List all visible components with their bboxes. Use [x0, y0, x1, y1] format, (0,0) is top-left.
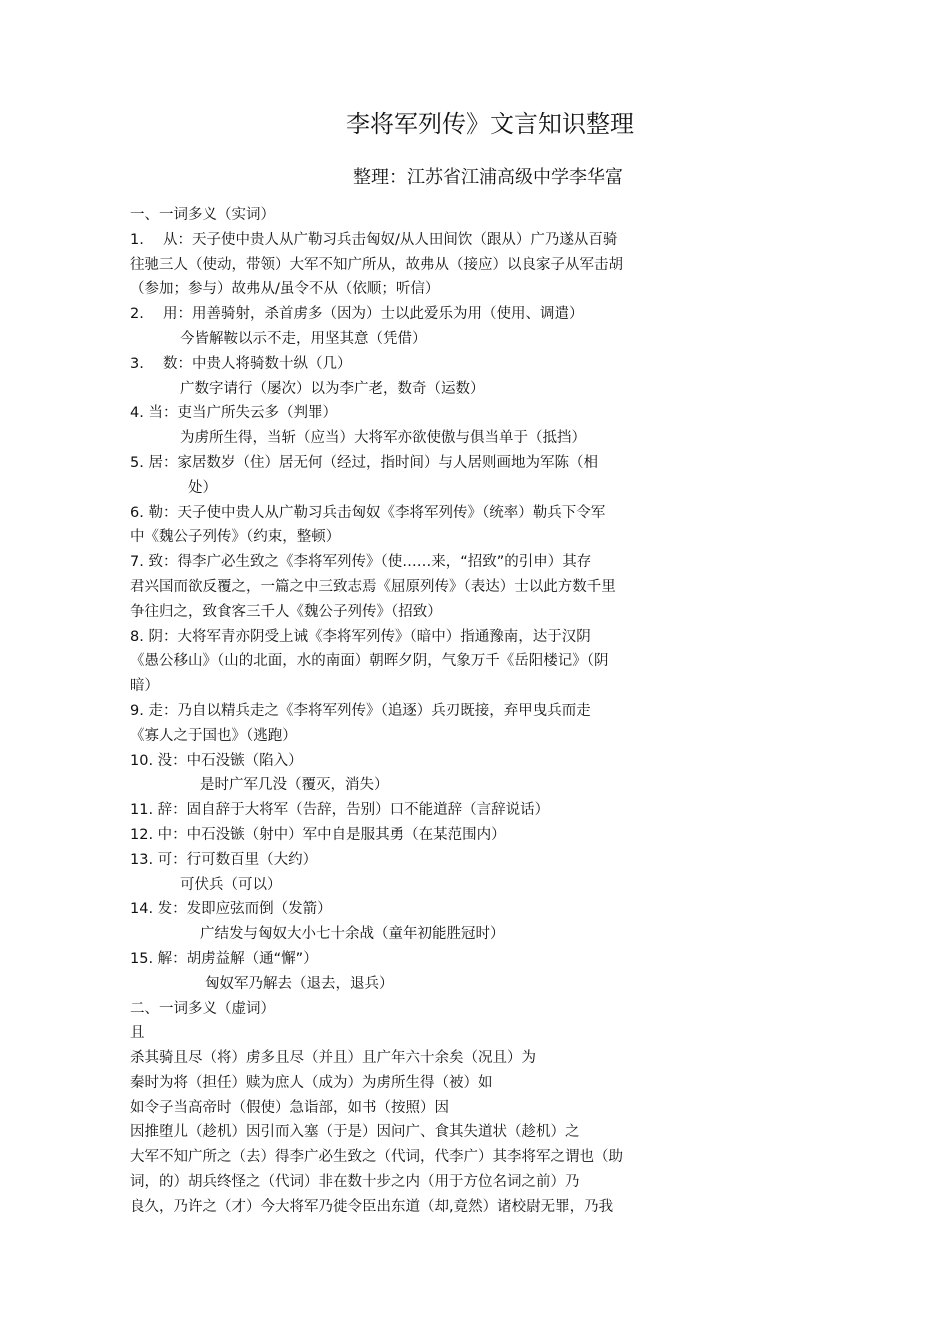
- document-subtitle: 整理：江苏省江浦高级中学李华富: [353, 167, 623, 188]
- text-line: 暗）: [130, 678, 159, 695]
- text-line: 可伏兵（可以）: [180, 876, 282, 893]
- text-line: 处）: [188, 479, 217, 496]
- text-line: 广结发与匈奴大小七十余战（童年初能胜冠时）: [200, 926, 505, 943]
- text-line: 争往归之，致食客三千人《魏公子列传》（招致）: [130, 603, 442, 620]
- text-line: 往驰三人（使动，带领）大军不知广所从，故弗从（接应）以良家子从军击胡: [130, 256, 623, 273]
- text-line: 广数字请行（屡次）以为李广老，数奇（运数）: [180, 380, 485, 397]
- text-line: 为虏所生得，当斩（应当）大将军亦欲使傲与俱当单于（抵挡）: [180, 430, 586, 447]
- text-line: 良久，乃许之（才）今大将军乃徙令臣出东道（却,竟然）诸校尉无罪，乃我: [130, 1198, 614, 1215]
- text-line: 11. 辞：固自辞于大将军（告辞，告别）口不能道辞（言辞说话）: [130, 802, 550, 819]
- text-line: 5. 居：家居数岁（住）居无何（经过，指时间）与人居则画地为军陈（相: [130, 454, 598, 471]
- text-line: 秦时为将（担任）赎为庶人（成为）为虏所生得（被）如: [130, 1074, 493, 1091]
- text-line: 杀其骑且尽（将）虏多且尽（并且）且广年六十余矣（况且）为: [130, 1050, 536, 1067]
- text-line: 因推堕儿（趁机）因引而入塞（于是）因问广、食其失道状（趁机）之: [130, 1124, 580, 1141]
- text-line: 14. 发：发即应弦而倒（发箭）: [130, 901, 332, 918]
- text-line: 6. 勒：天子使中贵人从广勒习兵击匈奴《李将军列传》（统率）勒兵下令军: [130, 504, 606, 521]
- text-line: 10. 没：中石没镞（陷入）: [130, 752, 303, 769]
- section-heading: 一、一词多义（实词）: [130, 207, 275, 223]
- text-line: 且: [130, 1025, 145, 1042]
- text-line: 3. 数：中贵人将骑数十纵（几）: [130, 355, 352, 372]
- text-line: 12. 中：中石没镞（射中）军中自是服其勇（在某范围内）: [130, 826, 506, 843]
- text-line: 匈奴军乃解去（退去，退兵）: [205, 975, 394, 992]
- text-line: 今皆解鞍以示不走，用坚其意（凭借）: [180, 330, 427, 347]
- text-line: 《寡人之于国也》（逃跑）: [130, 727, 297, 744]
- text-line: 15. 解：胡虏益解（通“懈”）: [130, 950, 318, 967]
- text-line: 君兴国而欲反覆之，一篇之中三致志焉《屈原列传》（表达）士以此方数千里: [130, 578, 616, 595]
- text-line: 9. 走：乃自以精兵走之《李将军列传》（追逐）兵刃既接，弃甲曳兵而走: [130, 702, 591, 719]
- text-line: 是时广军几没（覆灭，消失）: [200, 777, 389, 794]
- text-line: 《愚公移山》（山的北面，水的南面）朝晖夕阴，气象万千《岳阳楼记》（阴: [130, 653, 609, 670]
- text-line: 4. 当：吏当广所失云多（判罪）: [130, 405, 337, 422]
- text-line: 中《魏公子列传》（约束，整顿）: [130, 529, 341, 546]
- text-line: 如令子当高帝时（假使）急诣部，如书（按照）因: [130, 1099, 449, 1116]
- text-line: 1. 从：天子使中贵人从广勒习兵击匈奴/从人田间饮（跟从）广乃遂从百骑: [130, 231, 618, 248]
- text-line: 大军不知广所之（去）得李广必生致之（代词，代李广）其李将军之谓也（助: [130, 1149, 623, 1166]
- text-line: 词，的）胡兵终怪之（代词）非在数十步之内（用于方位名词之前）乃: [130, 1174, 580, 1191]
- section-heading: 二、一词多义（虚词）: [130, 1000, 275, 1017]
- document-body: [130, 203, 680, 1220]
- text-line: （参加；参与）故弗从/虽令不从（依顺；听信）: [130, 281, 440, 298]
- text-line: 13. 可：行可数百里（大约）: [130, 851, 318, 868]
- text-line: 8. 阴：大将军青亦阴受上诫《李将军列传》（暗中）指通豫南，达于汉阴: [130, 628, 591, 645]
- document-title: 李将军列传》文言知识整理: [346, 110, 634, 138]
- text-line: 7. 致：得李广必生致之《李将军列传》（使……来，“招致”的引申）其存: [130, 554, 592, 571]
- text-line: 2. 用：用善骑射，杀首虏多（因为）士以此爱乐为用（使用、调遣）: [130, 306, 584, 323]
